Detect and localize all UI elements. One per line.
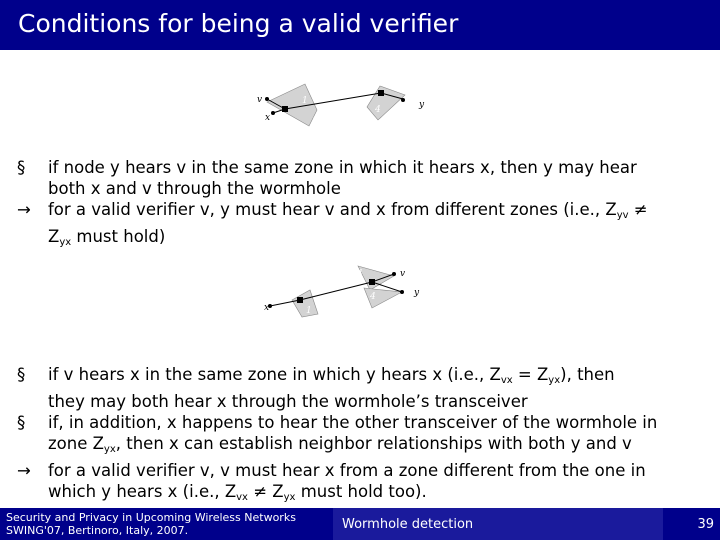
wormhole-end-right xyxy=(378,90,384,96)
zone-sector-left xyxy=(292,290,318,317)
svg-text:1: 1 xyxy=(306,306,312,316)
svg-text:4: 4 xyxy=(375,105,381,115)
node-v xyxy=(392,272,396,276)
bullet-marker: § xyxy=(17,158,26,177)
svg-text:4: 4 xyxy=(357,269,363,279)
slide-title: Conditions for being a valid verifier xyxy=(18,9,459,38)
zone-sector-upper xyxy=(358,266,394,290)
svg-text:y: y xyxy=(419,100,425,110)
zone-sector-right xyxy=(367,86,405,120)
bullet-item xyxy=(17,157,648,199)
svg-text:1: 1 xyxy=(302,96,308,106)
footer-section-title: Wormhole detection xyxy=(342,517,474,532)
footer-source: Security and Privacy in Upcoming Wireless Networks SWING'07, Bertinoro, Italy, 2007. xyxy=(6,511,296,537)
bullet-text: zone $Z_{yx}$, then x can establish neighbor relationships with both y and v xyxy=(48,434,632,455)
arrow-item xyxy=(17,460,657,508)
node-y xyxy=(400,290,404,294)
bullet-text: they may both hear x through the wormhole’s transceiver xyxy=(48,392,528,411)
bullet-marker: § xyxy=(17,413,26,432)
bullet-item xyxy=(17,412,657,460)
svg-text:4: 4 xyxy=(370,292,376,302)
svg-text:v: v xyxy=(400,269,406,279)
wormhole-end-left xyxy=(282,106,288,112)
page-number: 39 xyxy=(697,517,714,532)
wormhole-figure-2 xyxy=(262,262,432,320)
wormhole-end-right xyxy=(369,279,375,285)
bullet-text: if v hears x in the same zone in which y hears x (i.e., $Z_{vx} = Z_{yx}$), then xyxy=(48,365,615,386)
bullet-item xyxy=(17,364,657,412)
bullet-text: if node y hears v in the same zone in which it hears x, then y may hear xyxy=(48,158,637,177)
text-block-1 xyxy=(17,157,648,253)
node-y xyxy=(401,98,405,102)
svg-text:x: x xyxy=(265,113,271,123)
title-bar xyxy=(0,0,720,50)
node-x xyxy=(271,111,275,115)
footer-bar xyxy=(0,508,720,540)
svg-text:y: y xyxy=(414,288,420,298)
arrow-text: $Z_{yx}$ must hold) xyxy=(48,227,166,248)
text-block-2 xyxy=(17,364,657,508)
arrow-text: which y hears x (i.e., $Z_{vx} \ne Z_{yx}$ must hold too). xyxy=(48,482,427,503)
svg-text:x: x xyxy=(264,303,270,313)
arrow-text: for a valid verifier v, y must hear v and x from different zones (i.e., $Z_{yv}$ ≠ xyxy=(48,200,648,221)
svg-text:1: 1 xyxy=(312,116,318,126)
svg-text:v: v xyxy=(257,95,263,105)
wormhole-figure-1 xyxy=(255,80,435,130)
bullet-text: both x and v through the wormhole xyxy=(48,179,341,198)
wormhole-end-left xyxy=(297,297,303,303)
arrow-item xyxy=(17,199,648,253)
node-v xyxy=(265,97,269,101)
arrow-text: for a valid verifier v, v must hear x from a zone different from the one in xyxy=(48,461,646,480)
bullet-text: if, in addition, x happens to hear the other transceiver of the wormhole in xyxy=(48,413,658,432)
arrow-marker: → xyxy=(17,200,31,219)
bullet-marker: § xyxy=(17,365,26,384)
arrow-marker: → xyxy=(17,461,31,480)
